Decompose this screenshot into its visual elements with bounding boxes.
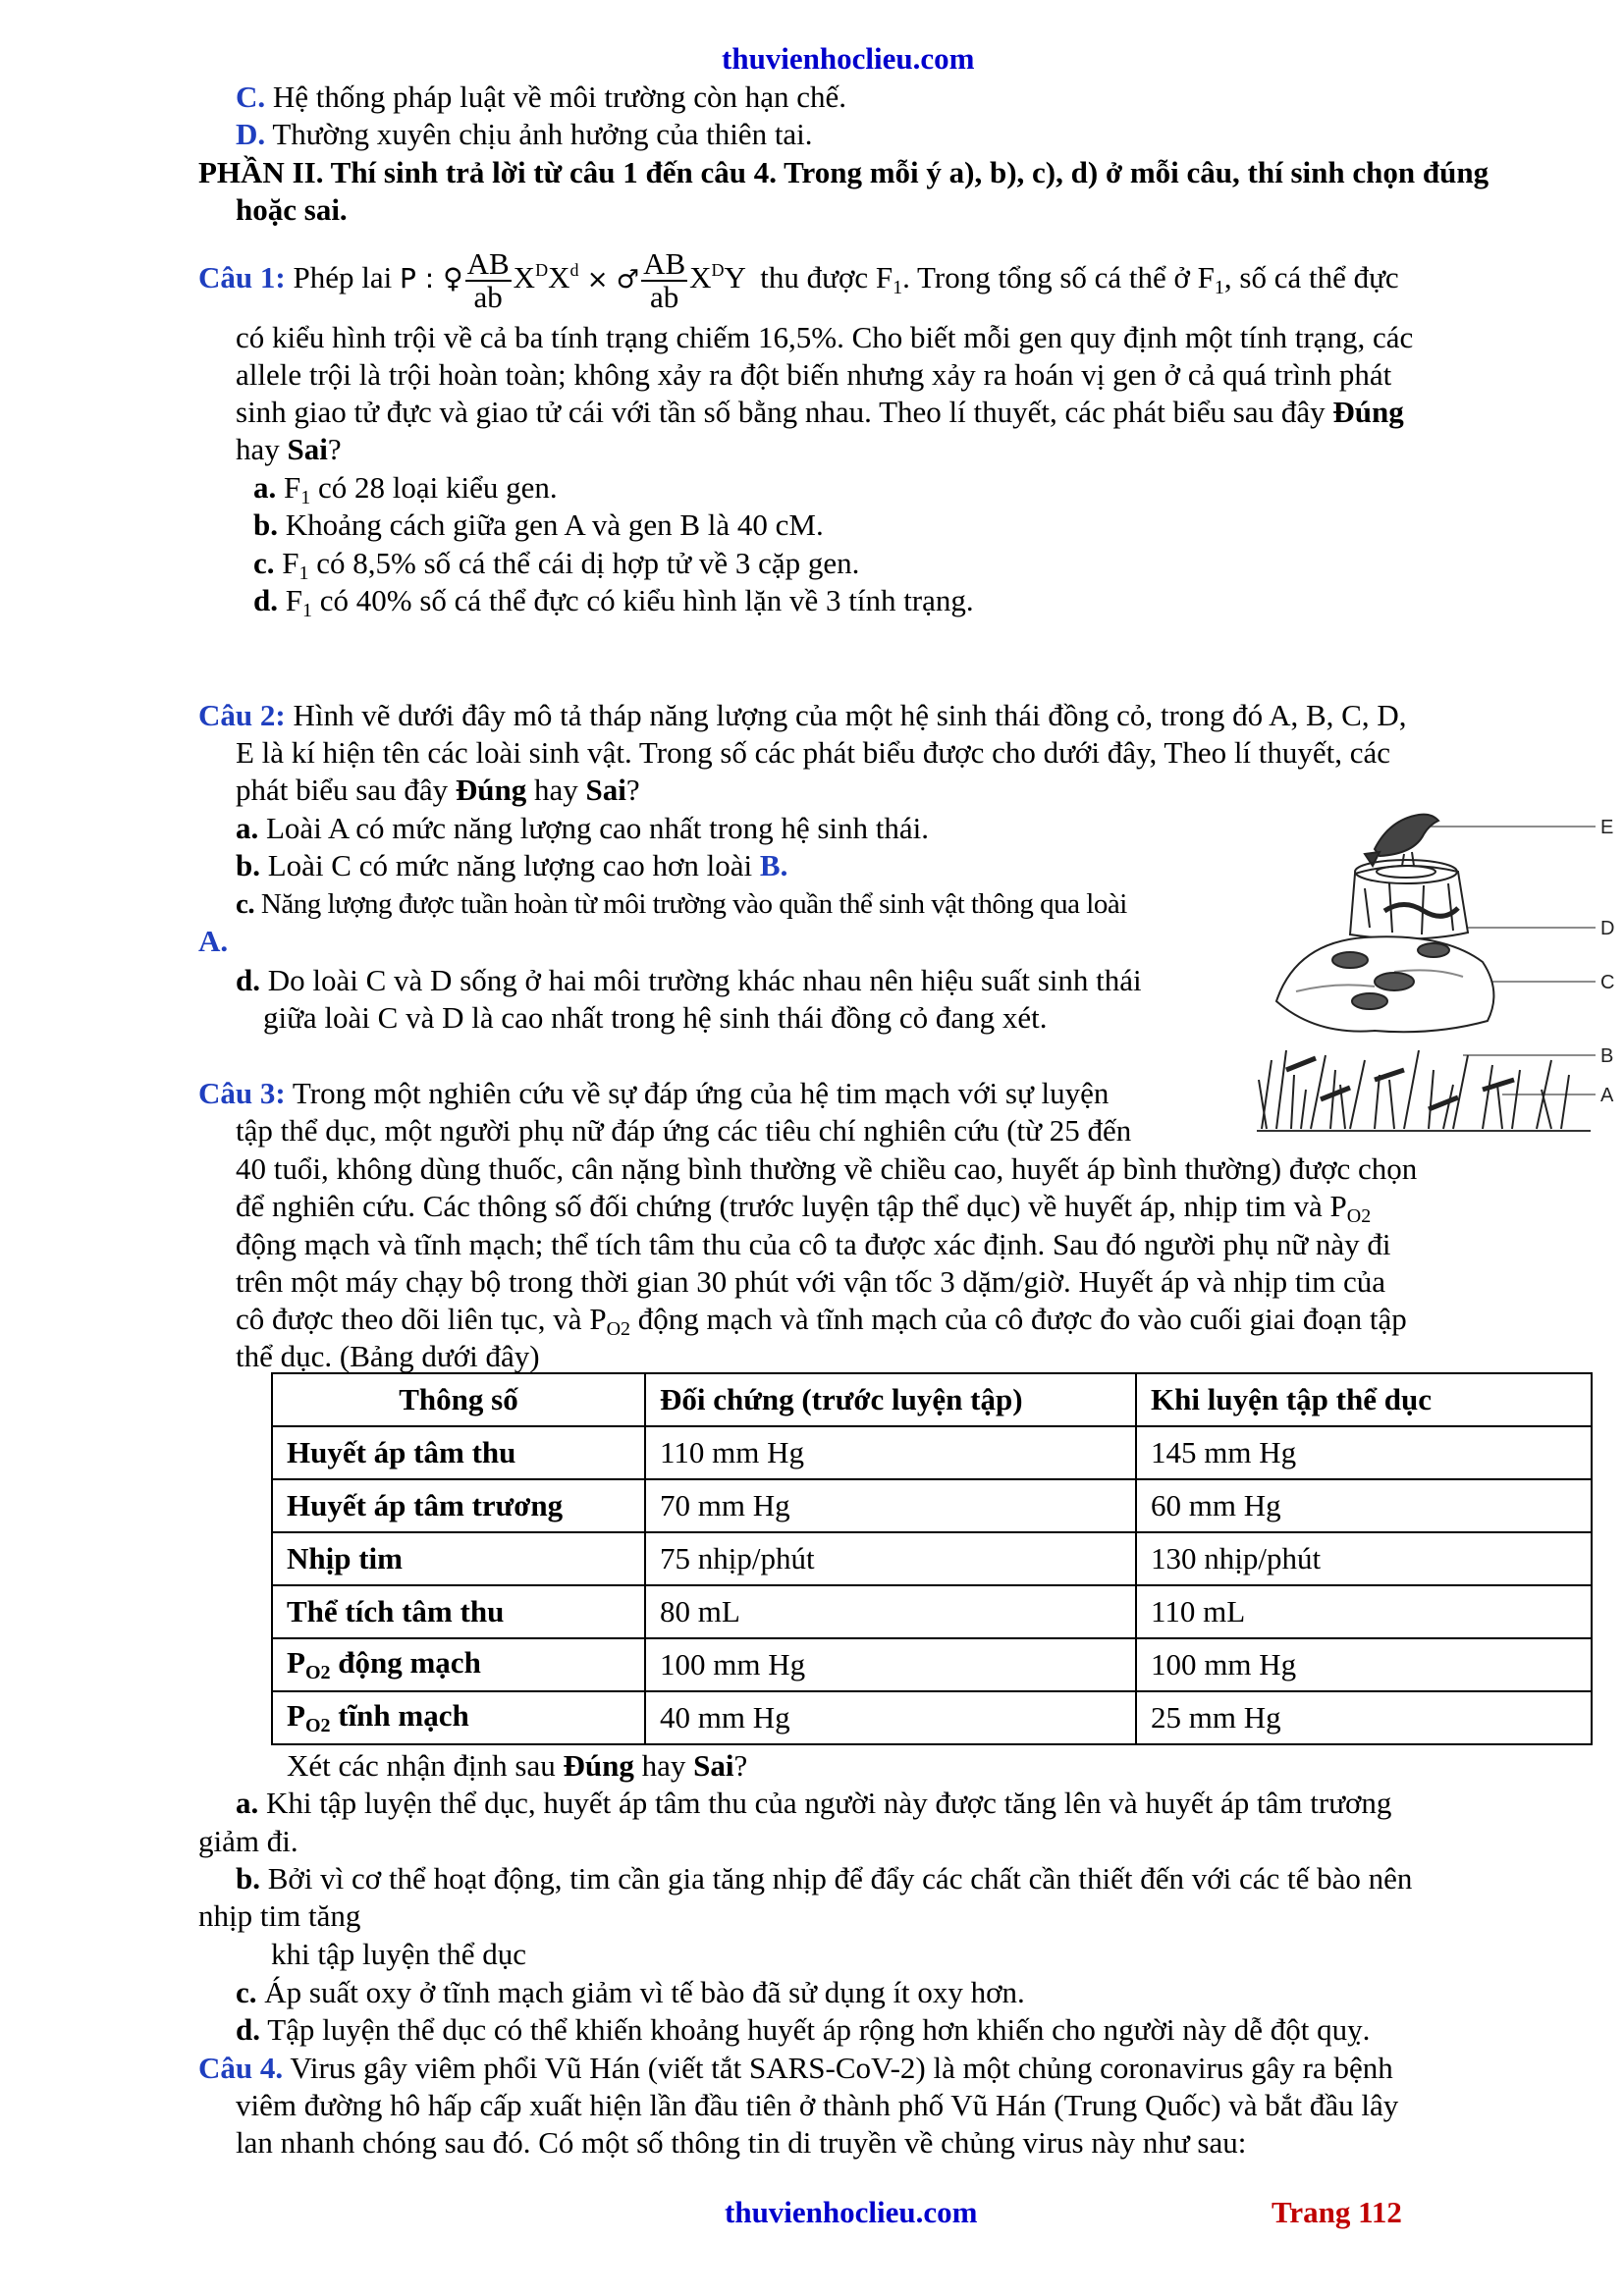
header-site[interactable]: thuvienhoclieu.com (722, 41, 975, 76)
q3-line: để nghiên cứu. Các thông số đối chứng (trước luyện tập thể dục) về huyết áp, nhịp tim và $P_{O2}$ (236, 1189, 1372, 1227)
table-cell: $P_{O2}$ động mạch (272, 1638, 645, 1691)
q1-statement-c: c. $F_1$ có 8,5% số cá thể cái dị hợp tử về 3 cặp gen. (253, 546, 860, 584)
table-cell: 130 nhịp/phút (1136, 1532, 1592, 1585)
table-cell: Huyết áp tâm trương (272, 1479, 645, 1532)
q3-line: trên một máy chạy bộ trong thời gian 30 phút với vận tốc 3 dặm/giờ. Huyết áp và nhịp tim của (236, 1264, 1385, 1299)
table-cell: Nhịp tim (272, 1532, 645, 1585)
q3-statement-a: a. Khi tập luyện thể dục, huyết áp tâm thu của người này được tăng lên và huyết áp tâm trương (236, 1786, 1392, 1820)
q2-first-line: Câu 2: Hình vẽ dưới đây mô tả tháp năng lượng của một hệ sinh thái đồng cỏ, trong đó A, B, C, D, (198, 698, 1407, 732)
q4-first-line: Câu 4. Virus gây viêm phổi Vũ Hán (viết tắt SARS-CoV-2) là một chủng coronavirus gây ra bệnh (198, 2051, 1393, 2085)
q2-statement-b: b. Loài C có mức năng lượng cao hơn loài B. (236, 848, 788, 882)
q3-statement-b: b. Bởi vì cơ thể hoạt động, tim cần gia tăng nhịp để đẩy các chất cần thiết đến với các tế bào nên (236, 1861, 1413, 1896)
page-number: Trang 112 (1272, 2195, 1402, 2229)
q2-statement-c-end: A. (198, 924, 229, 958)
table-cell: 110 mL (1136, 1585, 1592, 1638)
table-cell: 100 mm Hg (645, 1638, 1136, 1691)
q3-statement-b-cont2: khi tập luyện thể dục (271, 1937, 526, 1971)
table-row (272, 1691, 1592, 1744)
genotype-fraction: $\frac{AB}{ab}$ (466, 245, 510, 314)
table-cell: 100 mm Hg (1136, 1638, 1592, 1691)
option-text: Thường xuyên chịu ảnh hưởng của thiên tai. (272, 117, 813, 151)
q1-statement-b: b. Khoảng cách giữa gen A và gen B là 40 cM. (253, 507, 824, 542)
genotype-fraction: $\frac{AB}{ab}$ (643, 245, 686, 314)
table-cell: $P_{O2}$ tĩnh mạch (272, 1691, 645, 1744)
table-row (272, 1585, 1592, 1638)
q3-statement-a-cont: giảm đi. (198, 1824, 298, 1858)
q2-line: phát biểu sau đây Đúng hay Sai? (236, 773, 640, 807)
q1-line: sinh giao tử đực và giao tử cái với tần số bằng nhau. Theo lí thuyết, các phát biểu sau đây Đúng (236, 395, 1404, 429)
q1-line: hay Sai? (236, 432, 342, 466)
table-cell: Huyết áp tâm thu (272, 1426, 645, 1479)
question-label: Câu 2: (198, 698, 286, 732)
q3-line: tập thể dục, một người phụ nữ đáp ứng các tiêu chí nghiên cứu (từ 25 đến (236, 1113, 1132, 1148)
table-row (272, 1479, 1592, 1532)
table-cell: 110 mm Hg (645, 1426, 1136, 1479)
prev-option-c (236, 79, 846, 116)
figure-label-a: A (1600, 1085, 1614, 1106)
q1-intro: Phép lai (293, 260, 393, 294)
q1-line: có kiểu hình trội về cả ba tính trạng chiếm 16,5%. Cho biết mỗi gen quy định một tính trạng, các (236, 320, 1414, 354)
q3-line: thể dục. (Bảng dưới đây) (236, 1339, 540, 1373)
table-header-row (272, 1373, 1592, 1426)
option-label: D. (236, 117, 266, 151)
q2-statement-d: d. Do loài C và D sống ở hai môi trường khác nhau nên hiệu suất sinh thái (236, 963, 1142, 997)
table-cell: Thể tích tâm thu (272, 1585, 645, 1638)
q3-statement-c: c. Áp suất oxy ở tĩnh mạch giảm vì tế bào đã sử dụng ít oxy hơn. (236, 1975, 1025, 2009)
table-row (272, 1532, 1592, 1585)
q3-statement-b-cont: nhịp tim tăng (198, 1898, 361, 1933)
energy-pyramid-figure (1257, 795, 1620, 1139)
figure-label-c: C (1600, 972, 1615, 993)
q3-statement-d: d. Tập luyện thể dục có thể khiến khoảng huyết áp rộng hơn khiến cho người này dễ đột quỵ. (236, 2012, 1371, 2047)
table-cell: 75 nhịp/phút (645, 1532, 1136, 1585)
q4-line: viêm đường hô hấp cấp xuất hiện lần đầu tiên ở thành phố Vũ Hán (Trung Quốc) và bắt đầu lây (236, 2088, 1399, 2122)
option-label: C. (236, 80, 266, 114)
cross-formula: P : ♀ (399, 262, 463, 294)
q3-line: 40 tuổi, không dùng thuốc, cân nặng bình thường về chiều cao, huyết áp bình thường) được chọn (236, 1151, 1418, 1186)
q3-line: cô được theo dõi liên tục, và $P_{O2}$ động mạch và tĩnh mạch của cô được đo vào cuối giai đoạn tập (236, 1302, 1407, 1340)
q4-line: lan nhanh chóng sau đó. Có một số thông tin di truyền về chủng virus này như sau: (236, 2125, 1247, 2160)
q2-statement-a: a. Loài A có mức năng lượng cao nhất trong hệ sinh thái. (236, 811, 930, 845)
figure-label-e: E (1600, 817, 1614, 838)
table-header: Khi luyện tập thể dục (1136, 1373, 1592, 1426)
footer-site[interactable]: thuvienhoclieu.com (725, 2195, 978, 2229)
q1-statement-a: a. $F_1$ có 28 loại kiểu gen. (253, 470, 558, 508)
question-label: Câu 4. (198, 2051, 284, 2085)
part2-heading-cont: hoặc sai. (236, 192, 348, 227)
question-label: Câu 3: (198, 1076, 286, 1110)
question-label: Câu 1: (198, 260, 286, 294)
table-header: Thông số (272, 1373, 645, 1426)
q3-line: động mạch và tĩnh mạch; thể tích tâm thu của cô ta được xác định. Sau đó người phụ nữ này đi (236, 1227, 1391, 1261)
table-cell: 145 mm Hg (1136, 1426, 1592, 1479)
q1-line: allele trội là trội hoàn toàn; không xảy ra đột biến nhưng xảy ra hoán vị gen ở cả quá trình phát (236, 357, 1392, 392)
q3-consider: Xét các nhận định sau Đúng hay Sai? (287, 1748, 748, 1783)
cardio-table (271, 1372, 1593, 1745)
q2-statement-c: c. Năng lượng được tuần hoàn từ môi trường vào quần thể sinh vật thông qua loài (236, 888, 1127, 920)
part2-heading: PHẦN II. Thí sinh trả lời từ câu 1 đến câu 4. Trong mỗi ý a), b), c), d) ở mỗi câu, thí sinh chọn đúng (198, 155, 1489, 189)
q2-statement-d-cont: giữa loài C và D là cao nhất trong hệ sinh thái đồng cỏ đang xét. (263, 1000, 1048, 1035)
cross-symbol: × ♂ (578, 265, 640, 294)
table-cell: 60 mm Hg (1136, 1479, 1592, 1532)
table-header: Đối chứng (trước luyện tập) (645, 1373, 1136, 1426)
table-cell: 25 mm Hg (1136, 1691, 1592, 1744)
figure-label-b: B (1600, 1045, 1614, 1067)
table-row (272, 1426, 1592, 1479)
q2-line: E là kí hiện tên các loài sinh vật. Trong số các phát biểu được cho dưới đây, Theo lí thuyết, các (236, 735, 1391, 770)
table-cell: 70 mm Hg (645, 1479, 1136, 1532)
figure-label-d: D (1600, 918, 1615, 939)
q1-first-line: Câu 1: Phép lai P : ♀ $\frac{AB}{ab}$ $X^DX^d$ × ♂ $\frac{AB}{ab}$ $X^DY$ thu được $F_1$. Trong tổng số cá thể ở $F_1$, số cá thể đực (198, 245, 1399, 314)
table-cell: 40 mm Hg (645, 1691, 1136, 1744)
prev-option-d (236, 116, 813, 153)
table-cell: 80 mL (645, 1585, 1136, 1638)
q1-statement-d: d. $F_1$ có 40% số cá thể đực có kiểu hình lặn về 3 tính trạng. (253, 583, 974, 621)
table-row (272, 1638, 1592, 1691)
q3-first-line: Câu 3: Trong một nghiên cứu về sự đáp ứng của hệ tim mạch với sự luyện (198, 1076, 1110, 1110)
option-text: Hệ thống pháp luật về môi trường còn hạn chế. (272, 80, 847, 114)
